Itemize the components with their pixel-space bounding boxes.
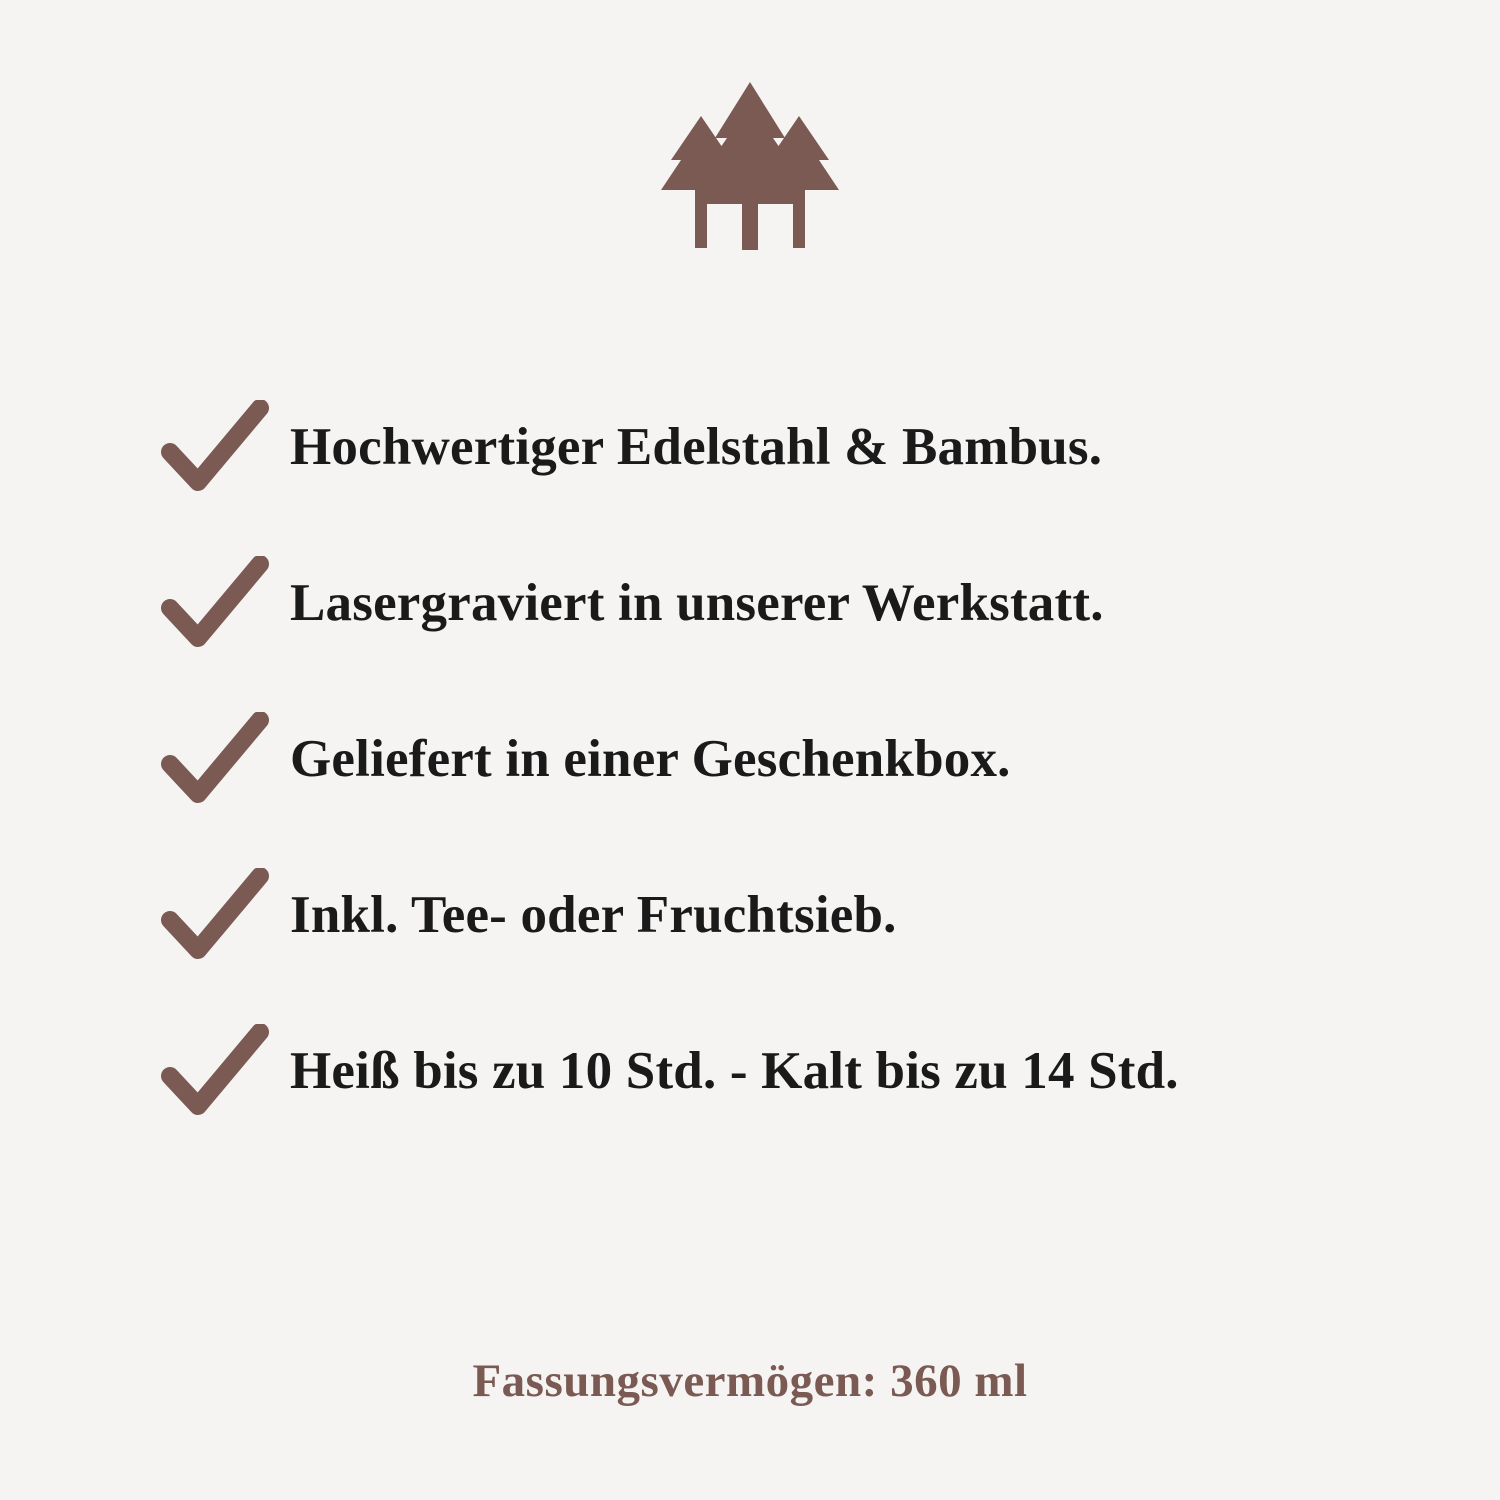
list-item [140, 1024, 1360, 1120]
list-item [140, 556, 1360, 652]
check-icon [140, 400, 290, 496]
capacity-label: Fassungsvermögen: 360 ml [472, 1355, 1028, 1407]
brand-logo [620, 70, 880, 260]
list-item [140, 712, 1360, 808]
list-item [140, 868, 1360, 964]
check-icon [140, 1024, 290, 1120]
check-icon [140, 868, 290, 964]
feature-label: Inkl. Tee- oder Fruchtsieb. [290, 886, 897, 945]
check-icon [140, 556, 290, 652]
feature-list [140, 400, 1360, 1120]
footer [0, 1354, 1500, 1408]
check-icon [140, 712, 290, 808]
feature-label: Geliefert in einer Geschenkbox. [290, 730, 1011, 789]
feature-label: Lasergraviert in unserer Werkstatt. [290, 574, 1104, 633]
feature-label: Heiß bis zu 10 Std. - Kalt bis zu 14 Std. [290, 1042, 1179, 1101]
feature-label: Hochwertiger Edelstahl & Bambus. [290, 418, 1103, 477]
list-item [140, 400, 1360, 496]
mountain-trees-logo-icon [635, 78, 865, 253]
